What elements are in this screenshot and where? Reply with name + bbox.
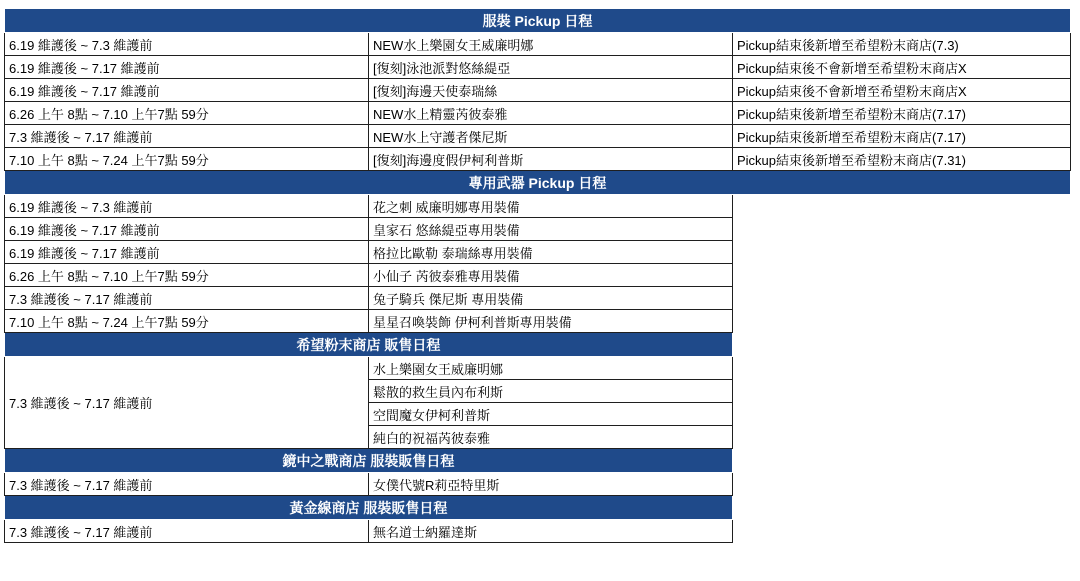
costume-date: 7.10 上午 8點 ~ 7.24 上午7點 59分 [5,148,369,171]
costume-date: 6.26 上午 8點 ~ 7.10 上午7點 59分 [5,102,369,125]
gold-shop-item: 無名道士納羅達斯 [369,520,733,543]
costume-item: [復刻]海邊天使泰瑞絲 [369,79,733,102]
costume-note: Pickup結束後新增至希望粉末商店(7.17) [733,102,1071,125]
table-row [5,125,1071,148]
blank-cell [733,310,1071,333]
blank-cell [733,333,1071,357]
hope-shop-header-row [5,333,1071,357]
costume-item: NEW水上守護者傑尼斯 [369,125,733,148]
table-row [5,264,1071,287]
blank-cell [733,357,1071,380]
hope-shop-date: 7.3 維護後 ~ 7.17 維護前 [5,357,369,449]
costume-note: Pickup結束後新增至希望粉末商店(7.17) [733,125,1071,148]
weapon-header-row [5,171,1071,195]
table-row [5,357,1071,380]
costume-header: 服裝 Pickup 日程 [5,9,1071,33]
costume-date: 6.19 維護後 ~ 7.3 維護前 [5,33,369,56]
blank-cell [733,520,1071,543]
blank-cell [733,380,1071,403]
costume-date: 7.3 維護後 ~ 7.17 維護前 [5,125,369,148]
hope-shop-item: 空間魔女伊柯利普斯 [369,403,733,426]
blank-cell [733,496,1071,520]
table-row [5,79,1071,102]
weapon-item: 花之刺 威廉明娜專用裝備 [369,195,733,218]
weapon-date: 6.26 上午 8點 ~ 7.10 上午7點 59分 [5,264,369,287]
weapon-date: 6.19 維護後 ~ 7.3 維護前 [5,195,369,218]
weapon-date: 7.3 維護後 ~ 7.17 維護前 [5,287,369,310]
costume-item: NEW水上樂園女王威廉明娜 [369,33,733,56]
mirror-shop-header: 鏡中之戰商店 服裝販售日程 [5,449,733,473]
costume-item: [復刻]海邊度假伊柯利普斯 [369,148,733,171]
blank-cell [733,449,1071,473]
gold-shop-header: 黃金線商店 服裝販售日程 [5,496,733,520]
mirror-shop-date: 7.3 維護後 ~ 7.17 維護前 [5,473,369,496]
table-row [5,310,1071,333]
costume-item: [復刻]泳池派對悠絲緹亞 [369,56,733,79]
blank-cell [733,195,1071,218]
weapon-date: 6.19 維護後 ~ 7.17 維護前 [5,241,369,264]
hope-shop-item: 鬆散的救生員內布利斯 [369,380,733,403]
table-row [5,195,1071,218]
weapon-header: 專用武器 Pickup 日程 [5,171,1071,195]
weapon-item: 格拉比歐勒 泰瑞絲專用裝備 [369,241,733,264]
mirror-shop-item: 女僕代號R莉亞特里斯 [369,473,733,496]
table-row [5,520,1071,543]
table-row [5,102,1071,125]
blank-cell [733,403,1071,426]
table-row [5,241,1071,264]
costume-item: NEW水上精靈芮彼泰雅 [369,102,733,125]
weapon-item: 兔子騎兵 傑尼斯 專用裝備 [369,287,733,310]
table-row [5,218,1071,241]
hope-shop-item: 純白的祝福芮彼泰雅 [369,426,733,449]
costume-date: 6.19 維護後 ~ 7.17 維護前 [5,79,369,102]
blank-cell [733,473,1071,496]
costume-note: Pickup結束後不會新增至希望粉末商店X [733,56,1071,79]
blank-cell [733,218,1071,241]
gold-shop-header-row [5,496,1071,520]
blank-cell [733,241,1071,264]
weapon-date: 7.10 上午 8點 ~ 7.24 上午7點 59分 [5,310,369,333]
blank-cell [733,426,1071,449]
hope-shop-item: 水上樂園女王威廉明娜 [369,357,733,380]
hope-shop-header: 希望粉末商店 販售日程 [5,333,733,357]
schedule-sheet [4,8,1071,543]
gold-shop-date: 7.3 維護後 ~ 7.17 維護前 [5,520,369,543]
costume-header-row [5,9,1071,33]
weapon-date: 6.19 維護後 ~ 7.17 維護前 [5,218,369,241]
weapon-item: 小仙子 芮彼泰雅專用裝備 [369,264,733,287]
table-row [5,148,1071,171]
weapon-item: 皇家石 悠絲緹亞專用裝備 [369,218,733,241]
costume-note: Pickup結束後不會新增至希望粉末商店X [733,79,1071,102]
mirror-shop-header-row [5,449,1071,473]
weapon-item: 星星召喚裝飾 伊柯利普斯專用裝備 [369,310,733,333]
blank-cell [733,287,1071,310]
costume-note: Pickup結束後新增至希望粉末商店(7.31) [733,148,1071,171]
schedule-table [4,8,1071,543]
costume-date: 6.19 維護後 ~ 7.17 維護前 [5,56,369,79]
table-row [5,287,1071,310]
table-row [5,56,1071,79]
costume-note: Pickup結束後新增至希望粉末商店(7.3) [733,33,1071,56]
table-row [5,33,1071,56]
table-row [5,473,1071,496]
blank-cell [733,264,1071,287]
